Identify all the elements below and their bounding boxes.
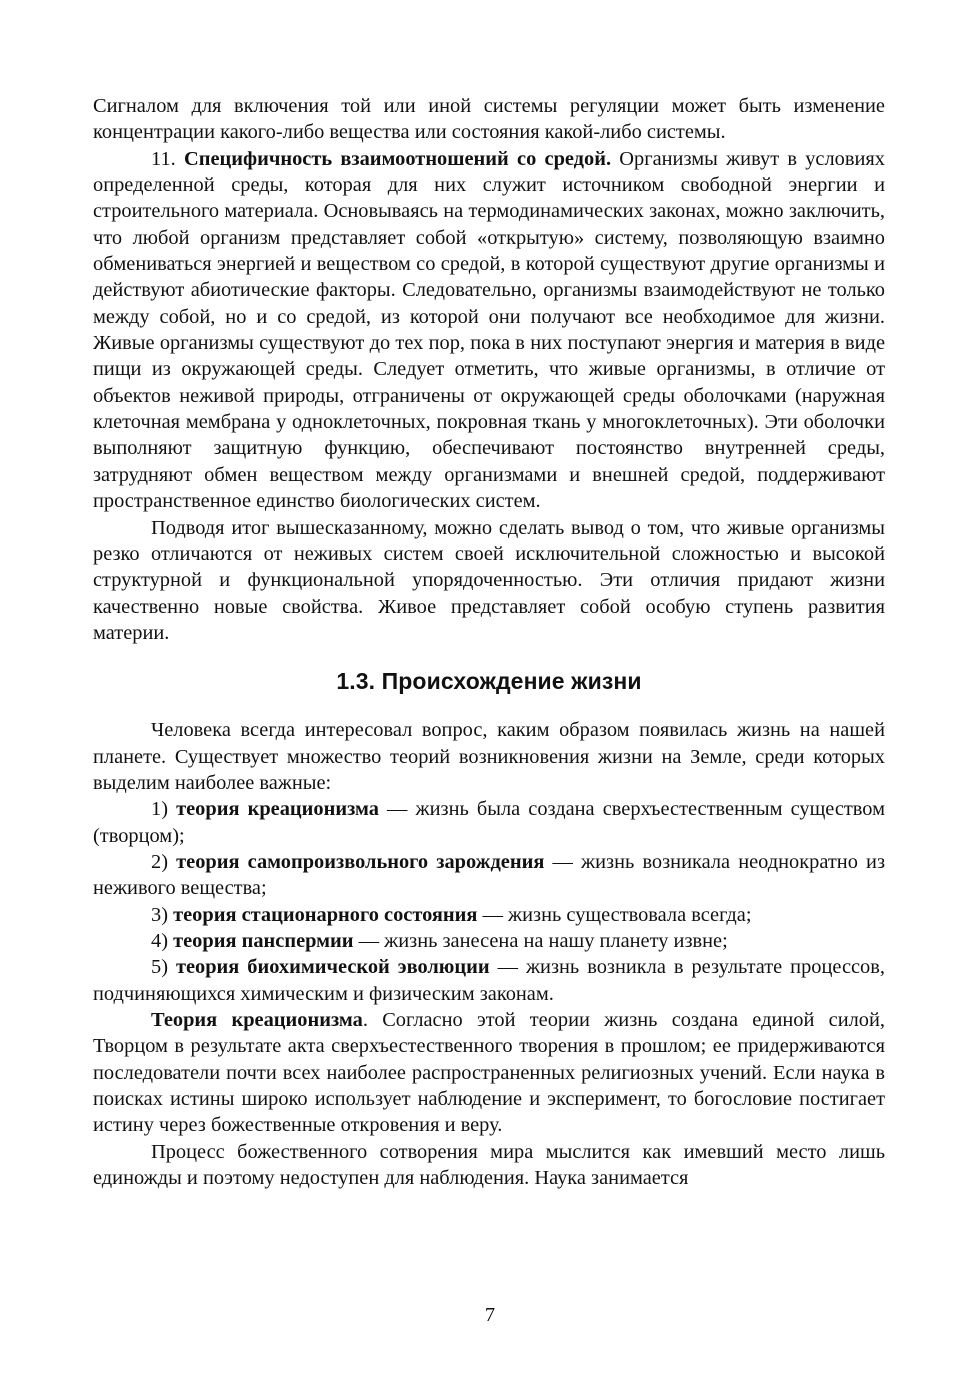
theory-name: теория панспермии xyxy=(173,929,354,952)
page-number: 7 xyxy=(484,1304,496,1326)
theory-description: — жизнь существовала всегда; xyxy=(477,903,752,926)
list-number: 1) xyxy=(151,798,177,821)
paragraph-environment-specificity xyxy=(93,146,885,515)
section-heading: 1.3. Происхождение жизни xyxy=(336,668,642,695)
theory-description: — жизнь была создана сверхъестественным существом (творцом); xyxy=(93,798,885,847)
paragraph-text: . Согласно этой теории жизнь создана единой силой, Творцом в результате акта сверхъестественного творения в прошлом; ее придерживаются последователи почти всех наиболее распространенных религиозных учений. Если наука в поисках истины широко использует наблюдение и эксперимент, то богословие постигает истину через божественные откровения и веру. xyxy=(93,1009,886,1137)
paragraph-divine-creation: Процесс божественного сотворения мира мыслится как имевший место лишь единожды и поэтому недоступен для наблюдения. Наука занимается xyxy=(93,1140,885,1190)
theory-name: теория креационизма xyxy=(176,798,379,821)
theory-name: теория биохимической эволюции xyxy=(175,956,490,979)
page-body xyxy=(93,93,885,1191)
list-number: 2) xyxy=(151,850,177,873)
list-number: 5) xyxy=(151,956,176,979)
theory-description: — жизнь возникла в результате процессов, подчиняющихся химическим и физическим законам. xyxy=(93,956,885,1005)
list-item-theory-2 xyxy=(93,849,885,902)
list-item-theory-1 xyxy=(93,796,885,849)
list-number: 4) xyxy=(151,929,174,952)
theory-description: — жизнь занесена на нашу планету извне; xyxy=(353,929,728,952)
paragraph-text: Организмы живут в условиях определенной среды, которая для них служит источником свободной энергии и строительного материала. Основываясь на термодинамических законах, можно заключить, что любой организм представляет собой «открытую» систему, позволяющую взаимно обмениваться энергией и веществом со средой, в которой существуют другие организмы и действуют абиотические факторы. Следовательно, организмы взаимодействуют не только между собой, но и со средой, из которой они получают все необходимое для жизни. Живые организмы существуют до тех пор, пока в них поступают энергия и материя в виде пищи из окружающей среды. Следует отметить, что живые организмы, в отличие от объектов неживой природы, отграничены от окружающей среды оболочками (наружная клеточная мембрана у одноклеточных, покровная ткань у многоклеточных). Эти оболочки выполняют защитную функцию, обеспечивают постоянство внутренней среды, затрудняют обмен веществом между организмами и внешней средой, поддерживают пространственное единство биологических систем. xyxy=(93,147,885,513)
paragraph-summary: Подводя итог вышесказанному, можно сделать вывод о том, что живые организмы резко отличаются от неживых систем своей исключительной сложностью и высокой структурной и функциональной упорядоченностью. Эти отличия придают жизни качественно новые свойства. Живое представляет собой особую ступень развития материи. xyxy=(93,516,885,644)
list-number: 3) xyxy=(151,903,174,926)
list-item-theory-3 xyxy=(93,902,885,928)
list-number: 11. xyxy=(151,147,184,170)
paragraph-creationism xyxy=(93,1007,885,1139)
term-environment-specificity: Специфичность взаимоотношений со средой. xyxy=(183,147,612,170)
theory-name: теория самопроизвольного зарождения xyxy=(176,850,545,873)
list-item-theory-4 xyxy=(93,928,885,954)
term-creationism: Теория креационизма xyxy=(151,1009,363,1031)
paragraph-regulation-signal: Сигналом для включения той или иной системы регуляции может быть изменение концентрации какого-либо вещества или состояния какой-либо системы. xyxy=(93,95,885,144)
paragraph-intro: Человека всегда интересовал вопрос, каким образом появилась жизнь на нашей планете. Существует множество теорий возникновения жизни на Земле, среди которых выделим наиболее важные: xyxy=(93,719,885,794)
theory-name: теория стационарного состояния xyxy=(173,903,478,926)
theory-description: — жизнь возникала неоднократно из неживого вещества; xyxy=(93,850,885,900)
list-item-theory-5 xyxy=(93,954,885,1007)
